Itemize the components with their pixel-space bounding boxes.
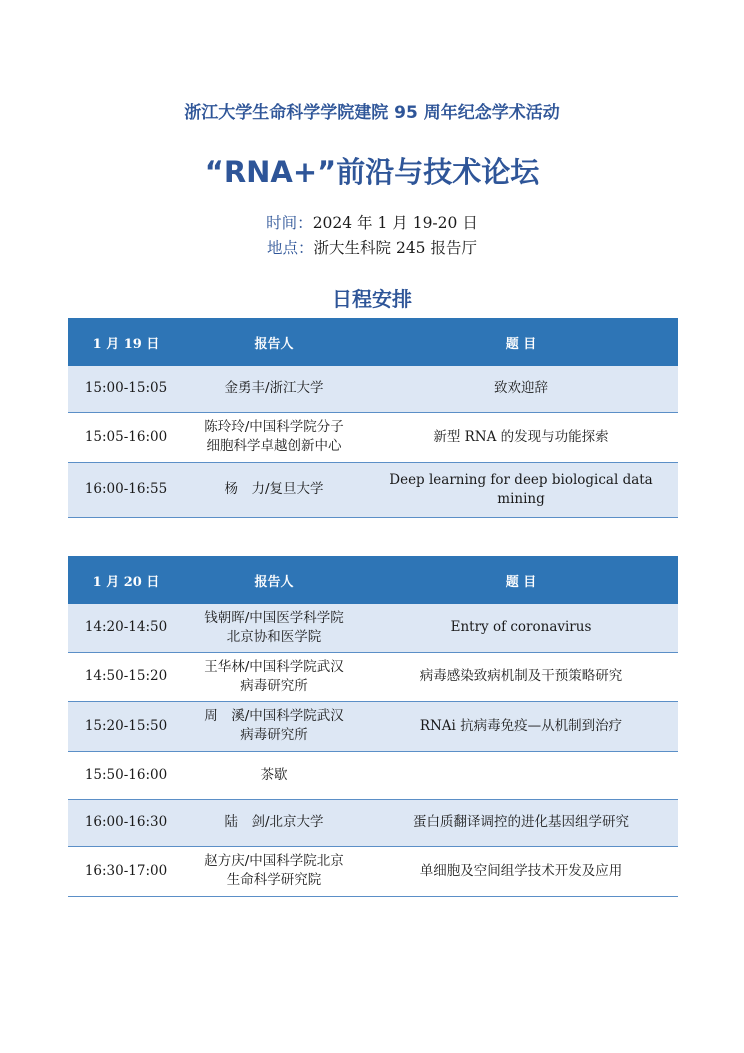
table-row xyxy=(68,751,678,799)
event-place xyxy=(0,236,744,258)
time-cell: 16:00-16:30 xyxy=(68,799,184,846)
time-cell: 15:50-16:00 xyxy=(68,751,184,799)
topic-cell: Entry of coronavirus xyxy=(364,604,678,652)
topic-header: 题 目 xyxy=(364,556,678,604)
speaker-cell: 钱朝晖/中国医学科学院 北京协和医学院 xyxy=(184,604,364,652)
event-subtitle: 浙江大学生命科学学院建院 95 周年纪念学术活动 xyxy=(184,103,560,123)
place-label: 地点： xyxy=(267,239,314,257)
speaker-cell: 杨 力/复旦大学 xyxy=(184,462,364,517)
topic-cell: 致欢迎辞 xyxy=(364,366,678,412)
table-row xyxy=(68,462,678,517)
time-cell: 14:20-14:50 xyxy=(68,604,184,652)
speaker-cell: 周 溪/中国科学院武汉 病毒研究所 xyxy=(184,701,364,751)
table-row xyxy=(68,799,678,846)
topic-cell: RNAi 抗病毒免疫—从机制到治疗 xyxy=(364,701,678,751)
topic-cell xyxy=(364,751,678,799)
topic-cell: 新型 RNA 的发现与功能探索 xyxy=(364,412,678,462)
time-value: 2024 年 1 月 19-20 日 xyxy=(312,214,478,232)
table-row xyxy=(68,366,678,412)
schedule-title: 日程安排 xyxy=(332,287,412,311)
event-time xyxy=(0,211,744,233)
topic-cell: 蛋白质翻译调控的进化基因组学研究 xyxy=(364,799,678,846)
speaker-header: 报告人 xyxy=(184,556,364,604)
table-row xyxy=(68,604,678,652)
speaker-cell: 陈玲玲/中国科学院分子 细胞科学卓越创新中心 xyxy=(184,412,364,462)
table-row xyxy=(68,701,678,751)
table-header-row xyxy=(68,556,678,604)
date-header: 1 月 19 日 xyxy=(68,318,184,366)
speaker-cell: 茶歇 xyxy=(184,751,364,799)
time-label: 时间： xyxy=(266,214,313,232)
speaker-cell: 王华林/中国科学院武汉 病毒研究所 xyxy=(184,652,364,701)
table-row xyxy=(68,652,678,701)
speaker-header: 报告人 xyxy=(184,318,364,366)
schedule-table-day2 xyxy=(68,556,678,897)
speaker-cell: 赵方庆/中国科学院北京 生命科学研究院 xyxy=(184,846,364,896)
table-row xyxy=(68,412,678,462)
place-value: 浙大生科院 245 报告厅 xyxy=(313,239,477,257)
time-cell: 14:50-15:20 xyxy=(68,652,184,701)
speaker-cell: 陆 剑/北京大学 xyxy=(184,799,364,846)
schedule-table-day1 xyxy=(68,318,678,518)
topic-cell: 单细胞及空间组学技术开发及应用 xyxy=(364,846,678,896)
topic-cell: 病毒感染致病机制及干预策略研究 xyxy=(364,652,678,701)
time-cell: 15:00-15:05 xyxy=(68,366,184,412)
time-cell: 15:20-15:50 xyxy=(68,701,184,751)
table-row xyxy=(68,846,678,896)
time-cell: 16:00-16:55 xyxy=(68,462,184,517)
time-cell: 15:05-16:00 xyxy=(68,412,184,462)
forum-title: “RNA+”前沿与技术论坛 xyxy=(204,155,540,189)
topic-header: 题 目 xyxy=(364,318,678,366)
date-header: 1 月 20 日 xyxy=(68,556,184,604)
time-cell: 16:30-17:00 xyxy=(68,846,184,896)
topic-cell: Deep learning for deep biological data mining xyxy=(364,462,678,517)
table-header-row xyxy=(68,318,678,366)
speaker-cell: 金勇丰/浙江大学 xyxy=(184,366,364,412)
